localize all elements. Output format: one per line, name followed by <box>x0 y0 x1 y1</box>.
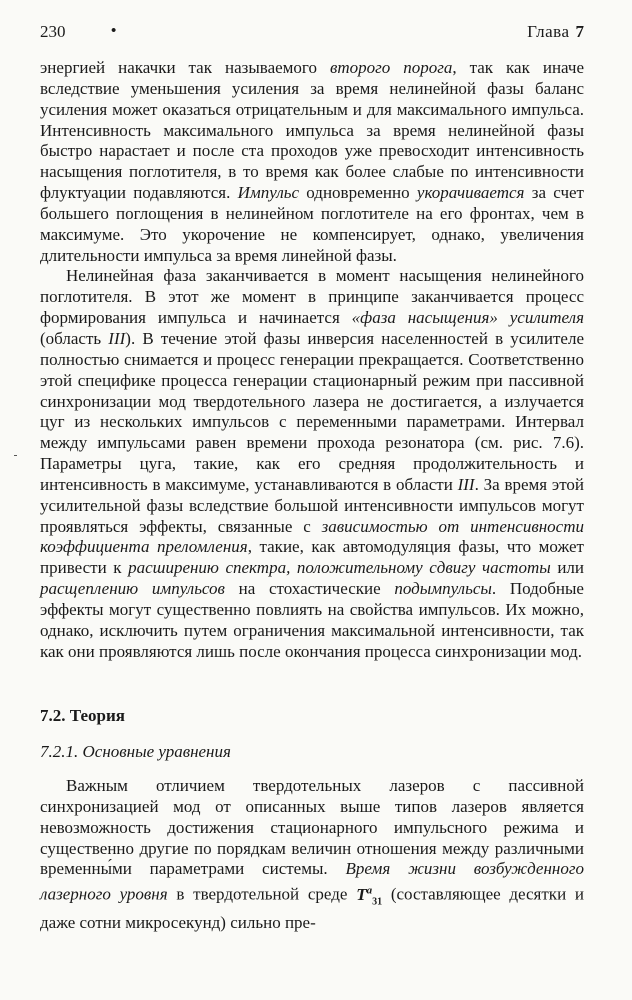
italic-term: второго порога <box>329 58 453 77</box>
italic-term: зависимостью от интенсивности коэффициента преломления <box>40 516 584 557</box>
section-title: 7.2. Теория <box>40 706 125 725</box>
symbol-base: T <box>356 884 367 904</box>
body-text-2 <box>40 776 584 934</box>
text-run: , так как иначе вследствие уменьшения усиления за время нелинейной фазы баланс усиления может оказаться отрицательным и для максимального импульса. Интенсивность максимального импульса за время нелинейной фазы быстро нарастает и после ста проходов уже превосходит интенсивность насыщения поглотителя, в то время как более слабые по интенсивности флуктуации подавляются. <box>40 58 584 203</box>
paragraph-3 <box>40 776 584 934</box>
text-run: Нелинейная фаза заканчивается в момент насыщения нелинейного поглотителя. В этот же момент в принципе заканчивается процесс формирования импульса и начинается <box>40 266 584 328</box>
margin-mark <box>14 455 17 456</box>
text-run: энергией накачки так называемого <box>40 58 330 77</box>
italic-term: расщеплению импульсов <box>40 579 225 599</box>
text-run: ). В течение этой фазы инверсия населенностей в усилителе полностью снимается и процесс генерации прекращается. Соответственно этой специфике процесса генерации стационарный режим при пассивной синхронизации мод твердотельного лазера не достигается, а излучается цуг из нескольких импульсов с переменными параметрами. Интервал между импульсами равен времени прохода резонатора (см. рис. 7.6). Параметры цуга, такие, как его средняя продолжительность и интенсивность в максимуме, устанавливаются в области <box>40 328 584 494</box>
chapter-word: Глава <box>527 22 570 41</box>
symbol-sub: 31 <box>372 896 383 908</box>
text-run: . Подобные эффекты могут существенно повлиять на свойства импульсов. Их можно, однако, исключить путем ограничения максимальной интенсивности, так как они проявляются лишь после окончания процесса синхронизации мод. <box>40 579 584 661</box>
italic-term: Импульс <box>237 183 300 203</box>
paragraph-2 <box>40 266 584 662</box>
italic-term: расширению спектра, положительному сдвигу частоты <box>128 558 551 578</box>
print-mark: • <box>111 23 117 39</box>
symbol-sup: a <box>366 884 373 897</box>
text-run: , такие, как автомодуляция фазы, что может привести к <box>40 537 584 578</box>
italic-term: подымпульсы <box>394 579 492 599</box>
page-number: 230 <box>40 22 66 41</box>
chapter-label <box>527 22 584 42</box>
text-run: Важным отличием твердотельных лазеров с пассивной синхронизацией мод от описанных выше типов лазеров является невозможность достижения стационарного импульсного режима и существенно другие по порядкам величин отношения между различными временны́ми параметрами системы. <box>40 776 584 879</box>
text-run: (составляющее десятки и даже сотни микросекунд) сильно пре- <box>40 884 584 933</box>
text-run: на стохастические <box>224 579 395 599</box>
text-run: в твердотельной среде <box>167 884 357 904</box>
italic-term: Время жизни возбужденного лазерного уровня <box>40 859 584 904</box>
running-head <box>40 22 584 44</box>
text-run: одновременно <box>299 183 417 203</box>
subsection-title: 7.2.1. Основные уравнения <box>40 742 231 761</box>
text-run: . За время этой усилительной фазы вследствие большой интенсивности импульсов могут проявляться эффекты, связанные с <box>40 474 585 536</box>
italic-term: III <box>457 474 475 494</box>
italic-term: III <box>108 328 126 348</box>
text-run: (область <box>40 328 109 348</box>
italic-term: «фаза насыщения» усилителя <box>351 308 584 328</box>
math-symbol <box>356 884 383 908</box>
paragraph-1 <box>40 58 584 266</box>
text-run: или <box>550 558 584 578</box>
body-text <box>40 58 584 662</box>
italic-term: укорачивается <box>416 183 525 203</box>
chapter-number: 7 <box>575 22 584 41</box>
text-run: за счет большего поглощения в нелинейном поглотителе на его фронтах, чем в максимуме. Это укорочение не компенсирует, однако, увеличения длительности импульса за время линейной фазы. <box>40 183 584 265</box>
